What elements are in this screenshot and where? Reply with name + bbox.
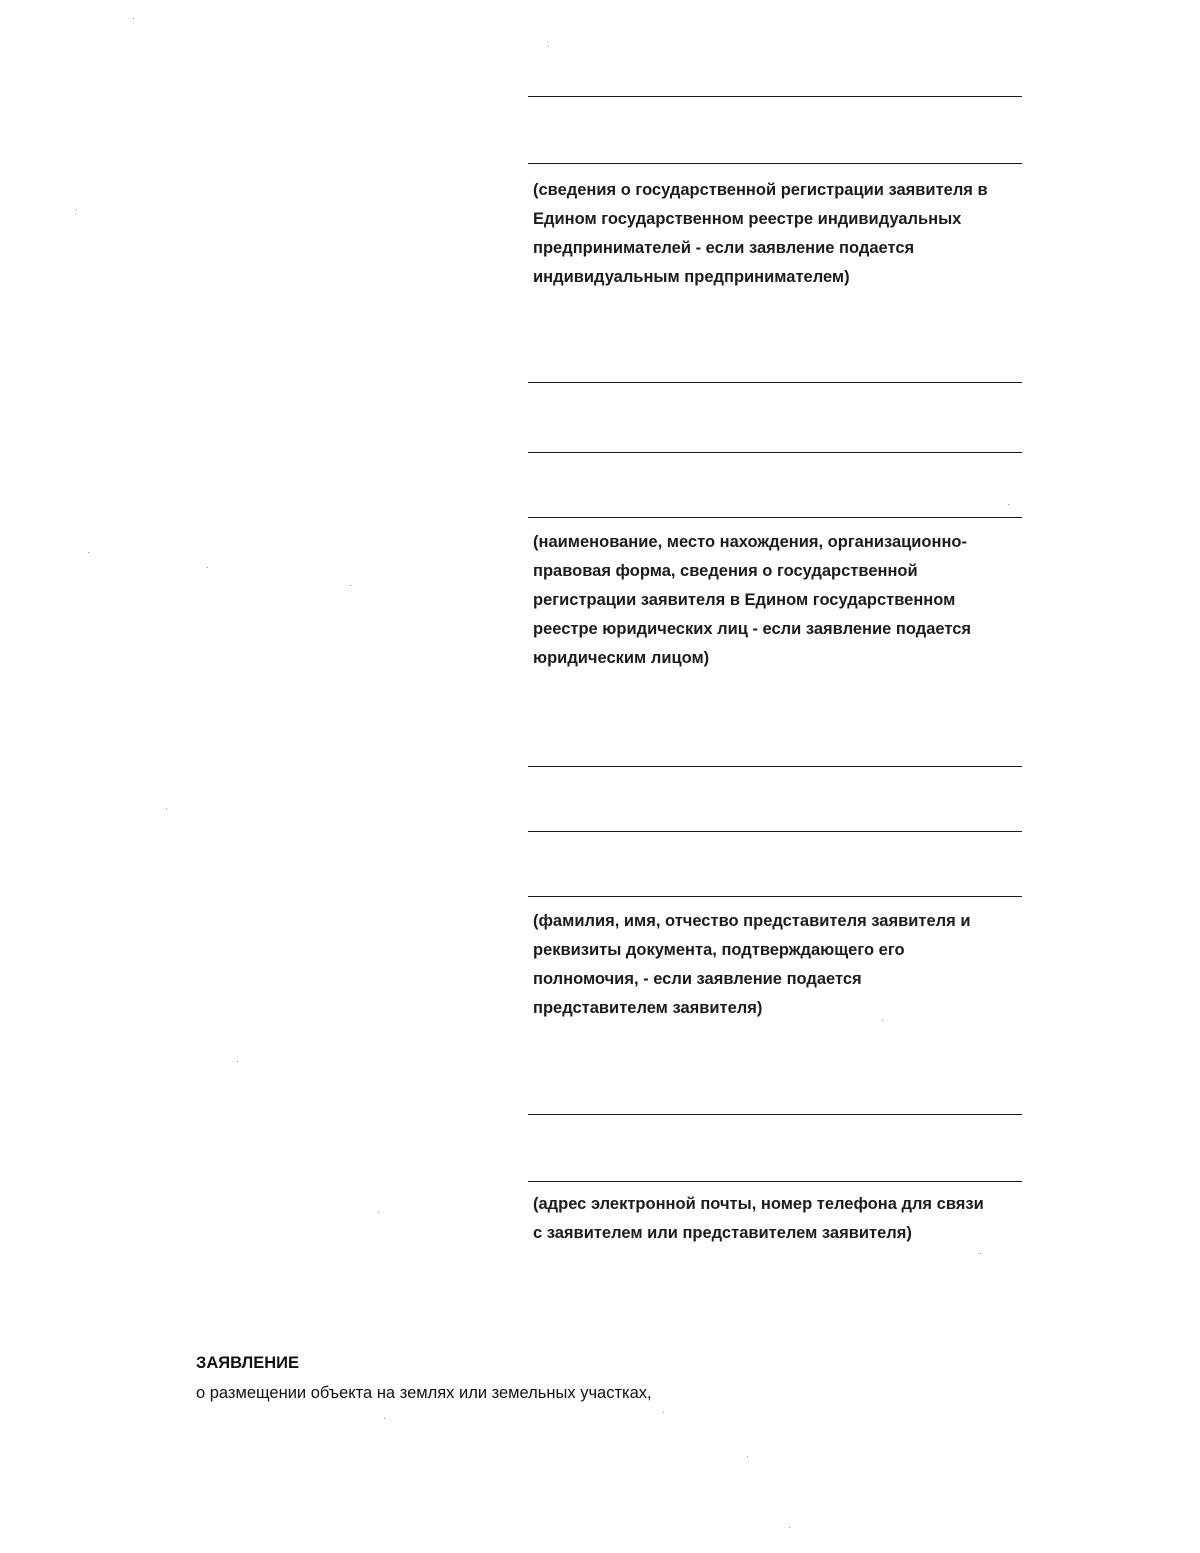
- scan-speck: [237, 1061, 238, 1062]
- scan-speck: [663, 1412, 664, 1413]
- caption-line: (фамилия, имя, отчество представителя заявителя и: [533, 912, 971, 930]
- caption-line: реестре юридических лиц - если заявление подается: [533, 620, 972, 638]
- scan-speck: [133, 18, 134, 19]
- scan-speck: [166, 808, 167, 809]
- caption-line: юридическим лицом): [533, 649, 710, 667]
- caption-line: Едином государственном реестре индивидуальных: [533, 210, 962, 228]
- caption-line: реквизиты документа, подтверждающего его: [533, 941, 905, 959]
- caption-line: (наименование, место нахождения, организационно-: [533, 533, 968, 551]
- scan-speck: [88, 552, 89, 553]
- fill-line: [528, 452, 1022, 453]
- scan-speck: [1008, 504, 1009, 505]
- fill-line: [528, 163, 1022, 164]
- caption-line: представителем заявителя): [533, 999, 763, 1017]
- fill-line: [528, 96, 1022, 97]
- fill-line: [528, 831, 1022, 832]
- caption-line: с заявителем или представителем заявителя): [533, 1224, 912, 1242]
- scan-speck: [789, 1527, 790, 1528]
- scan-speck: [378, 1212, 379, 1213]
- scan-speck: [882, 1020, 883, 1021]
- document-subtitle: о размещении объекта на землях или земельных участках,: [196, 1384, 652, 1402]
- fill-line: [528, 382, 1022, 383]
- fill-line: [528, 517, 1022, 518]
- caption-line: (адрес электронной почты, номер телефона для связи: [533, 1195, 984, 1213]
- scan-speck: [548, 46, 549, 47]
- caption-line: полномочия, - если заявление подается: [533, 970, 862, 988]
- caption-line: индивидуальным предпринимателем): [533, 268, 850, 286]
- caption-contacts: [533, 1190, 1015, 1248]
- scan-speck: [980, 1253, 981, 1254]
- scan-speck: [384, 1418, 385, 1419]
- caption-line: правовая форма, сведения о государственной: [533, 562, 918, 580]
- fill-line: [528, 896, 1022, 897]
- caption-ip-registration: [533, 176, 1015, 292]
- scan-speck: [747, 1456, 748, 1457]
- fill-line: [528, 766, 1022, 767]
- caption-line: (сведения о государственной регистрации заявителя в: [533, 181, 988, 199]
- caption-line: регистрации заявителя в Едином государственном: [533, 591, 956, 609]
- scan-speck: [76, 209, 77, 210]
- document-title: ЗАЯВЛЕНИЕ: [196, 1354, 299, 1372]
- caption-line: предпринимателей - если заявление подается: [533, 239, 915, 257]
- fill-line: [528, 1114, 1022, 1115]
- caption-representative: [533, 907, 1015, 1023]
- fill-line: [528, 1181, 1022, 1182]
- caption-legal-entity: [533, 528, 1015, 673]
- scan-speck: [350, 585, 351, 586]
- scan-speck: [207, 567, 208, 568]
